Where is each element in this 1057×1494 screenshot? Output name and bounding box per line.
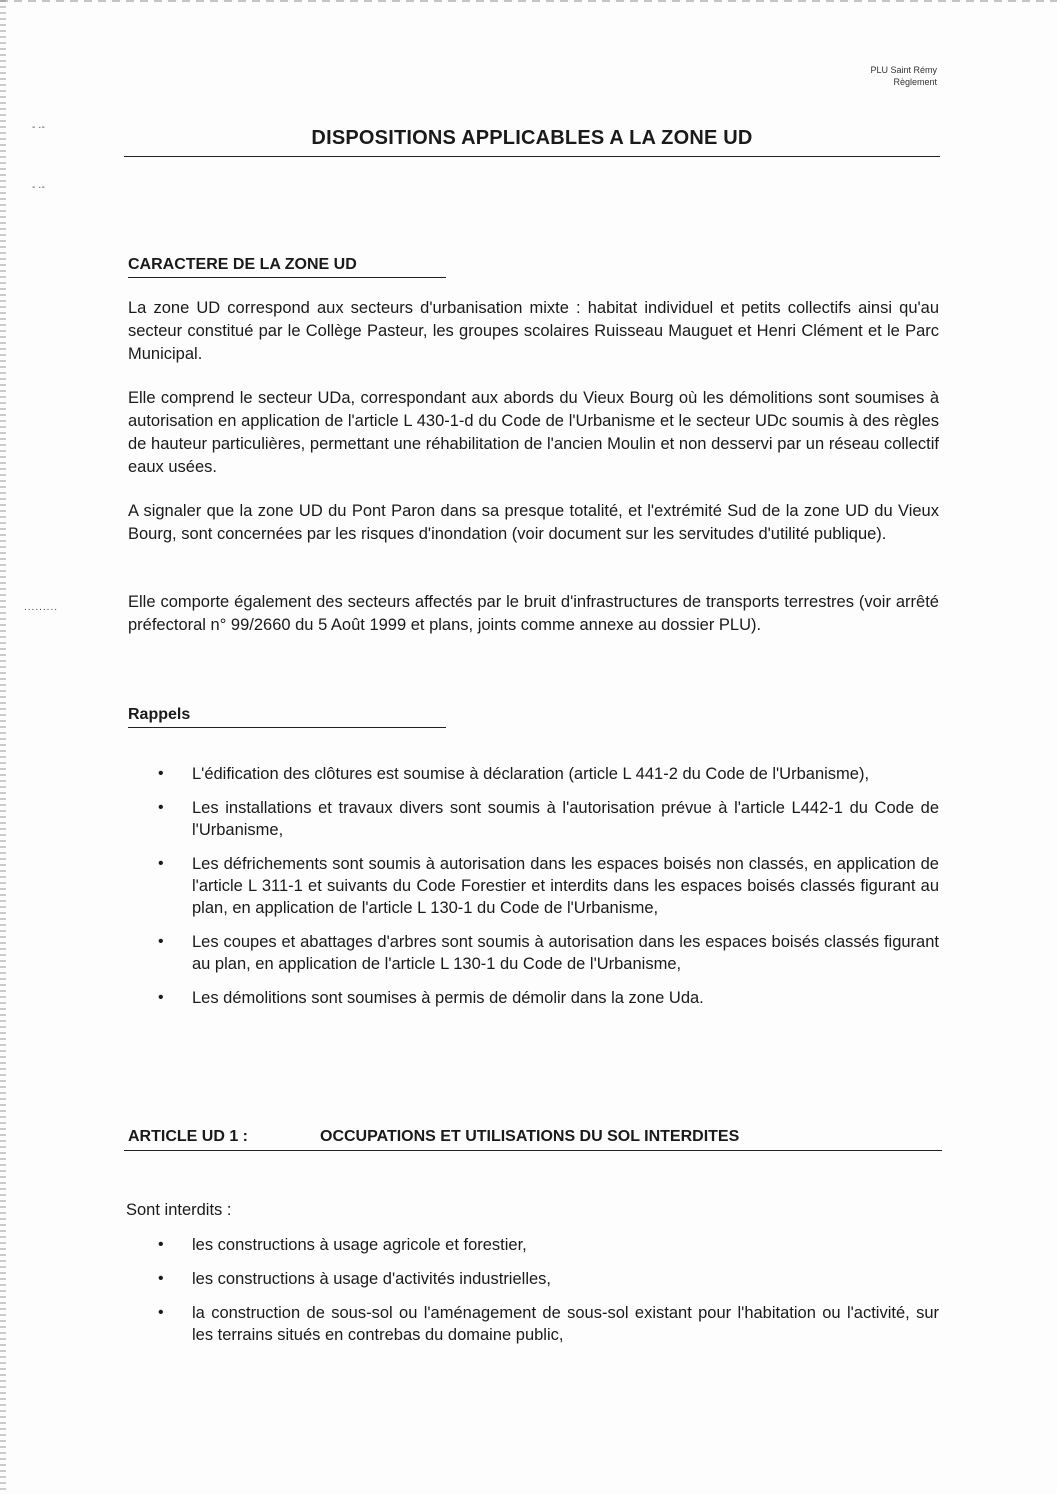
scan-mark: ......... <box>24 602 59 613</box>
bullet-icon: • <box>158 933 164 950</box>
section-heading-caractere: CARACTERE DE LA ZONE UD <box>128 256 446 278</box>
list-item-text: L'édification des clôtures est soumise à déclaration (article L 441-2 du Code de l'Urbanisme), <box>192 765 870 783</box>
paragraph: Elle comporte également des secteurs affectés par le bruit d'infrastructures de transports terrestres (voir arrêté préfectoral n° 99/2660 du 5 Août 1999 et plans, joints comme annexe au dossier PLU). <box>128 593 939 634</box>
article-title: OCCUPATIONS ET UTILISATIONS DU SOL INTERDITES <box>320 1128 740 1145</box>
document-header <box>870 64 937 88</box>
bullet-icon: • <box>158 1236 164 1253</box>
bullet-icon: • <box>158 799 164 816</box>
list-item <box>128 987 939 1009</box>
list-item-text: Les coupes et abattages d'arbres sont soumis à autorisation dans les espaces boisés classés figurant au plan, en application de l'article L 130-1 du Code de l'Urbanisme, <box>192 933 939 973</box>
list-item <box>128 797 939 841</box>
list-item <box>128 1302 939 1346</box>
page-title: DISPOSITIONS APPLICABLES A LA ZONE UD <box>124 127 940 157</box>
paragraph: A signaler que la zone UD du Pont Paron dans sa presque totalité, et l'extrémité Sud de la zone UD du Vieux Bourg, sont concernées par les risques d'inondation (voir document sur les servitudes d'utilité publique). <box>128 502 939 543</box>
paragraph: La zone UD correspond aux secteurs d'urbanisation mixte : habitat individuel et petits collectifs ainsi qu'au secteur constitué par le Collège Pasteur, les groupes scolaires Ruisseau Mauguet et Henri Clément et le Parc Municipal. <box>128 299 939 363</box>
paragraph: Elle comprend le secteur UDa, correspondant aux abords du Vieux Bourg où les démolitions sont soumises à autorisation en application de l'article L 430-1-d du Code de l'Urbanisme et le secteur UDc soumis à des règles de hauteur particulières, permettant une réhabilitation de l'ancien Moulin et non desservi par un réseau collectif eaux usées. <box>128 389 939 476</box>
bullet-icon: • <box>158 855 164 872</box>
rappels-list <box>128 763 939 1009</box>
list-item <box>128 1234 939 1256</box>
bullet-icon: • <box>158 765 164 782</box>
list-item-text: la construction de sous-sol ou l'aménagement de sous-sol existant pour l'habitation ou l'activité, sur les terrains situés en contrebas du domaine public, <box>192 1304 939 1344</box>
list-item-text: Les défrichements sont soumis à autorisation dans les espaces boisés non classés, en application de l'article L 311-1 et suivants du Code Forestier et interdits dans les espaces boisés classés figurant au plan, en application de l'article L 130-1 du Code de l'Urbanisme, <box>192 855 939 917</box>
article1-list <box>128 1234 939 1346</box>
scan-mark: - ·- <box>32 122 45 133</box>
bullet-icon: • <box>158 989 164 1006</box>
list-item-text: les constructions à usage d'activités industrielles, <box>192 1270 551 1288</box>
header-doc-name: PLU Saint Rémy <box>870 65 937 75</box>
article-intro: Sont interdits : <box>126 1201 232 1219</box>
list-item-text: Les démolitions sont soumises à permis de démolir dans la zone Uda. <box>192 989 704 1007</box>
scan-top-edge <box>0 0 1057 2</box>
list-item <box>128 1268 939 1290</box>
list-item-text: les constructions à usage agricole et forestier, <box>192 1236 527 1254</box>
list-item <box>128 931 939 975</box>
scan-left-edge <box>0 0 6 1494</box>
list-item <box>128 853 939 919</box>
bullet-icon: • <box>158 1270 164 1287</box>
list-item <box>128 763 939 785</box>
article-number: ARTICLE UD 1 : <box>128 1128 248 1145</box>
scan-mark: - ·- <box>32 182 45 193</box>
header-doc-type: Règlement <box>893 77 937 87</box>
section-heading-rappels: Rappels <box>128 706 446 728</box>
bullet-icon: • <box>158 1304 164 1321</box>
article-heading <box>124 1128 942 1151</box>
list-item-text: Les installations et travaux divers sont soumis à l'autorisation prévue à l'article L442-1 du Code de l'Urbanisme, <box>192 799 939 839</box>
